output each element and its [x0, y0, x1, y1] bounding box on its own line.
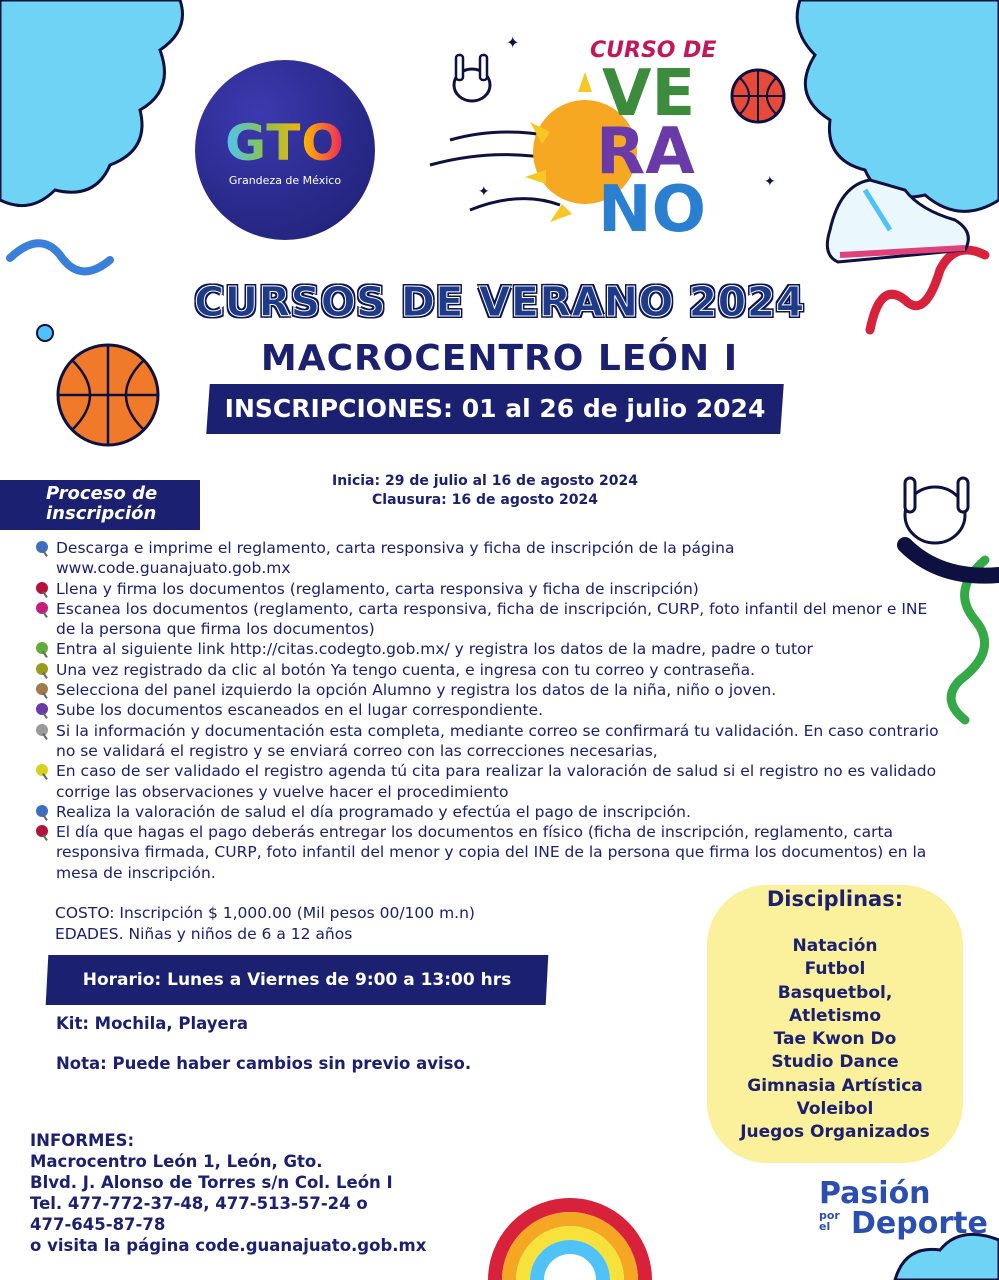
horario-banner: Horario: Lunes a Viernes de 9:00 a 13:00 hrs: [82, 970, 512, 990]
step-url: www.code.guanajuato.gob.mx: [56, 559, 291, 578]
step-item: [36, 579, 946, 599]
informes-line: Macrocentro León 1, León, Gto.: [30, 1152, 323, 1171]
pushpin-icon: [36, 541, 48, 553]
step-text: Si la información y documentación esta completa, mediante correo se confirmará tu validación. En caso contrario no se validará el registro y se enviará correo con las correcciones necesarias,: [56, 721, 939, 760]
proceso-heading: [46, 484, 157, 524]
disciplinas-title: Disciplinas:: [766, 887, 904, 911]
inscription-steps-list: [36, 538, 946, 883]
proceso-heading-line1: Proceso de: [46, 483, 158, 504]
gto-logo-subtitle: Grandeza de México: [228, 173, 342, 187]
disciplina-item: Natación: [792, 936, 878, 956]
disciplina-item: Tae Kwon Do: [773, 1029, 897, 1050]
rainbow-icon: [495, 1205, 645, 1280]
pasion-logo-small: por el: [819, 1209, 840, 1233]
squiggle-blue-left: [10, 243, 110, 271]
pushpin-icon: [36, 724, 48, 736]
step-text: Sube los documentos escaneados en el lugar correspondiente.: [56, 701, 544, 720]
curso-de-verano-logo: [510, 32, 750, 247]
step-text: Llena y firma los documentos (reglamento, carta responsiva y ficha de inscripción): [56, 579, 699, 598]
step-text: El día que hagas el pago deberás entregar los documentos en físico (ficha de inscripción, reglamento, carta responsiva firmada, CURP, foto infantil del menor y copia del INE de la persona que firma los documentos) en la mesa de inscripción.: [56, 823, 927, 882]
subtitle-venue: MACROCENTRO LEÓN I: [260, 338, 739, 379]
kit-text: Kit: Mochila, Playera: [56, 1014, 249, 1033]
pasion-por-el-deporte-logo: [815, 1176, 988, 1256]
step-item: [36, 680, 946, 700]
pasion-logo-word1: Pasión: [819, 1176, 931, 1211]
logo-letters-ve: VE: [602, 57, 696, 131]
gto-logo: [195, 60, 375, 240]
pushpin-icon: [36, 825, 48, 837]
step-item: [36, 721, 946, 762]
step-item: [36, 700, 946, 720]
costo-text: COSTO: Inscripción $ 1,000.00 (Mil pesos 00/100 m.n): [55, 904, 475, 922]
gto-logo-text: GTO: [225, 113, 345, 172]
cloud-shape-top-right: [797, 0, 999, 211]
step-item: [36, 660, 946, 680]
step-item: [36, 761, 946, 802]
cloud-shape-top-left: [0, 0, 183, 206]
squiggle-green-right: [951, 560, 985, 720]
svg-text:✦: ✦: [506, 33, 520, 52]
hand-rock-icon-top: [454, 55, 490, 101]
course-dates: [230, 472, 740, 510]
pushpin-icon: [36, 602, 48, 614]
inscripciones-banner: INSCRIPCIONES: 01 al 26 de julio 2024: [224, 394, 766, 423]
logo-letters-no: NO: [598, 173, 706, 247]
clausura-date: Clausura: 16 de agosto 2024: [372, 492, 598, 508]
disciplina-item: Gimnasia Artística: [747, 1075, 923, 1096]
disciplina-item: Basquetbol,: [777, 982, 893, 1003]
pushpin-icon: [36, 703, 48, 715]
pushpin-icon: [36, 663, 48, 675]
hand-rock-icon-right: [905, 478, 968, 543]
informes-line: 477-645-87-78: [30, 1215, 166, 1234]
step-item: [36, 822, 946, 883]
step-item: [36, 802, 946, 822]
step-text: Escanea los documentos (reglamento, carta responsiva, ficha de inscripción, CURP, foto infantil del menor e INE de la persona que firma los documentos): [56, 599, 928, 639]
curso-de-text: CURSO DE: [590, 38, 717, 63]
step-item: [36, 538, 946, 579]
basketball-small-icon: [728, 66, 788, 126]
step-text: Descarga e imprime el reglamento, carta responsiva y ficha de inscripción de la página: [56, 539, 735, 557]
step-text: Realiza la valoración de salud el día programado y efectúa el pago de inscripción.: [56, 802, 691, 821]
informes-block: [30, 1130, 426, 1256]
proceso-heading-line2: inscripción: [46, 503, 157, 524]
svg-text:✦: ✦: [764, 174, 776, 190]
nota-text: Nota: Puede haber cambios sin previo aviso.: [56, 1054, 472, 1073]
step-text: Selecciona del panel izquierdo la opción Alumno y registra los datos de la niña, niño o joven.: [56, 681, 777, 700]
informes-title: INFORMES:: [30, 1131, 135, 1150]
pushpin-icon: [36, 683, 48, 695]
informes-line: Tel. 477-772-37-48, 477-513-57-24 o: [30, 1194, 368, 1213]
disciplina-item: Studio Dance: [771, 1052, 899, 1073]
costo-edades: [55, 903, 475, 945]
svg-text:✦: ✦: [478, 184, 490, 200]
informes-line: o visita la página code.guanajuato.gob.mx: [30, 1236, 427, 1255]
step-text: Una vez registrado da clic al botón Ya tengo cuenta, e ingresa con tu correo y contraseña.: [56, 660, 756, 679]
disciplina-item: Atletismo: [788, 1005, 882, 1026]
step-text: En caso de ser validado el registro agenda tú cita para realizar la valoración de salud si el registro no es validado corrige las observaciones y vuelve hacer el procedimiento: [56, 762, 937, 801]
step-item: [36, 639, 946, 659]
main-title: CURSOS DE VERANO 2024: [194, 278, 805, 326]
pushpin-icon: [36, 582, 48, 594]
inicia-date: Inicia: 29 de julio al 16 de agosto 2024: [331, 473, 639, 489]
pushpin-icon: [36, 764, 48, 776]
disciplina-item: Futbol: [804, 959, 866, 980]
pasion-logo-word2: Deporte: [851, 1206, 988, 1241]
disciplina-item: Juegos Organizados: [740, 1122, 930, 1143]
edades-text: EDADES. Niñas y niños de 6 a 12 años: [55, 925, 353, 943]
step-text: Entra al siguiente link http://citas.codegto.gob.mx/ y registra los datos de la madre, padre o tutor: [56, 640, 813, 659]
pushpin-icon: [36, 805, 48, 817]
pushpin-icon: [36, 642, 48, 654]
informes-line: Blvd. J. Alonso de Torres s/n Col. León I: [30, 1173, 393, 1192]
step-item: [36, 599, 946, 640]
logo-letters-ra: RA: [596, 115, 695, 189]
disciplina-item: Voleibol: [796, 1099, 874, 1120]
disciplinas-list: [707, 935, 963, 1145]
